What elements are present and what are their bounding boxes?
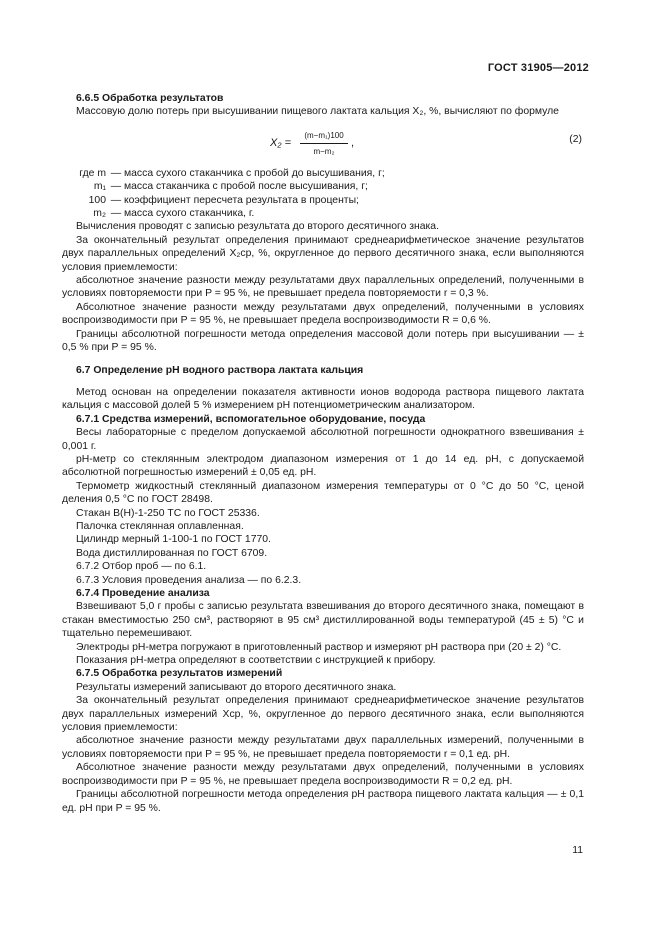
dash: — [110,167,122,179]
paragraph: абсолютное значение разности между результатами двух параллельных определений, полученными в условиях повторяемости при P = 95 %, не превышает предела повторяемости r = 0,3 %. [62,275,584,300]
where-symbol: где m [79,167,106,179]
section-6-7-2: 6.7.2 Отбор проб — по 6.1. [76,561,207,573]
formula-fraction [300,129,348,159]
section-6-7-1-title: 6.7.1 Средства измерений, вспомогательное оборудование, посуда [76,413,426,425]
paragraph: Показания pH-метра определяют в соответствии с инструкцией к прибору. [76,655,436,667]
section-6-6-5-title: 6.6.5 Обработка результатов [76,93,224,104]
paragraph: Абсолютное значение разности между результатами двух определений, полученными в условиях воспроизводимости при P = 95 %, не превышает предела воспроизводимости R = 0,2 ед. pH. [62,762,584,787]
list-item: Цилиндр мерный 1-100-1 по ГОСТ 1770. [76,534,271,546]
list-item: pH-метр со стеклянным электродом диапазоном измерения от 1 до 14 ед. pH, с допускаемой абсолютной погрешностью измерений ± 0,05 ед. pH. [62,453,584,479]
formula-number: (2) [569,133,582,145]
paragraph: Массовую долю потерь при высушивании пищевого лактата кальция X₂, %, вычисляют по формуле [76,106,559,118]
list-item: Весы лабораторные с пределом допускаемой абсолютной погрешности однократного взвешивания ± 0,001 г. [62,427,584,452]
paragraph: За окончательный результат определения принимают среднеарифметическое значение результатов двух параллельных измерений Xср, %, округленное до первого десятичного знака, если выполняются условия приемлемости: [62,695,584,734]
paragraph: Абсолютное значение разности между результатами двух определений, полученными в условиях воспроизводимости при P = 95 %, не превышает предела воспроизводимости R = 0,6 %. [62,301,584,327]
list-item: Вода дистиллированная по ГОСТ 6709. [76,547,268,559]
section-6-7-title: 6.7 Определение pH водного раствора лактата кальция [76,364,364,376]
paragraph: Метод основан на определении показателя активности ионов водорода раствора пищевого лактата кальция с массовой долей 5 % измерением pH потенциометрическим анализатором. [62,386,584,412]
paragraph: Электроды pH-метра погружают в приготовленный раствор и измеряют pH раствора при (20 ± 2) °C. [76,641,562,653]
dash: — [110,194,122,206]
paragraph: абсолютное значение разности между результатами двух параллельных измерений, полученными в условиях повторяемости при P = 95 %, не превышает предела повторяемости r = 0,1 ед. pH. [62,735,584,760]
formula-numerator: (m−m₁)100 [300,129,348,144]
where-description: масса стаканчика с пробой после высушивания, г; [124,181,368,193]
where-symbol: m₁ [93,181,106,193]
dash: — [110,181,122,193]
section-6-7-5-title: 6.7.5 Обработка результатов измерений [76,668,283,680]
page-number: 11 [572,845,583,856]
standard-header: ГОСТ 31905—2012 [487,62,589,74]
paragraph: Результаты измерений записывают до второго десятичного знака. [76,681,397,693]
formula-2 [62,125,584,165]
paragraph: За окончательный результат определения принимают среднеарифметическое значение результатов двух параллельных определений X₂ср, %, округленное до первого десятичного знака, если выполняются условия приемлемости: [62,234,584,273]
list-item: Стакан В(Н)-1-250 ТС по ГОСТ 25336. [76,507,260,519]
section-6-7-3: 6.7.3 Условия проведения анализа — по 6.2.3. [76,574,302,586]
page-content [62,92,584,815]
where-description: масса сухого стаканчика, г. [124,208,255,220]
formula-lhs: X₂ = [270,136,292,149]
section-6-7-4-title: 6.7.4 Проведение анализа [76,588,210,599]
paragraph: Границы абсолютной погрешности метода определения pH раствора пищевого лактата кальция — ± 0,1 ед. pH при P = 95 %. [62,789,584,814]
paragraph: Взвешивают 5,0 г пробы с записью результата взвешивания до второго десятичного знака, помещают в стакан вместимостью 250 см³, растворяют в 95 см³ дистиллированной воды температурой (45 ± 5) °C и тщательно перемешивают. [62,601,584,640]
paragraph: Границы абсолютной погрешности метода определения массовой доли потерь при высушивании — ± 0,5 % при P = 95 %. [62,328,584,354]
list-item: Палочка стеклянная оплавленная. [76,520,244,532]
paragraph: Вычисления проводят с записью результата до второго десятичного знака. [76,221,439,233]
where-list [62,167,584,221]
where-description: масса сухого стаканчика с пробой до высушивания, г; [124,167,385,179]
where-symbol: m₂ [93,208,106,220]
dash: — [110,208,122,220]
where-description: коэффициент пересчета результата в проценты; [124,194,359,206]
where-symbol: 100 [88,194,106,206]
formula-comma: , [351,136,355,149]
formula-denominator: m−m₂ [313,147,335,157]
list-item: Термометр жидкостный стеклянный диапазоном измерения температуры от 0 °C до 50 °C, ценой деления 0,5 °C по ГОСТ 28498. [62,480,584,506]
